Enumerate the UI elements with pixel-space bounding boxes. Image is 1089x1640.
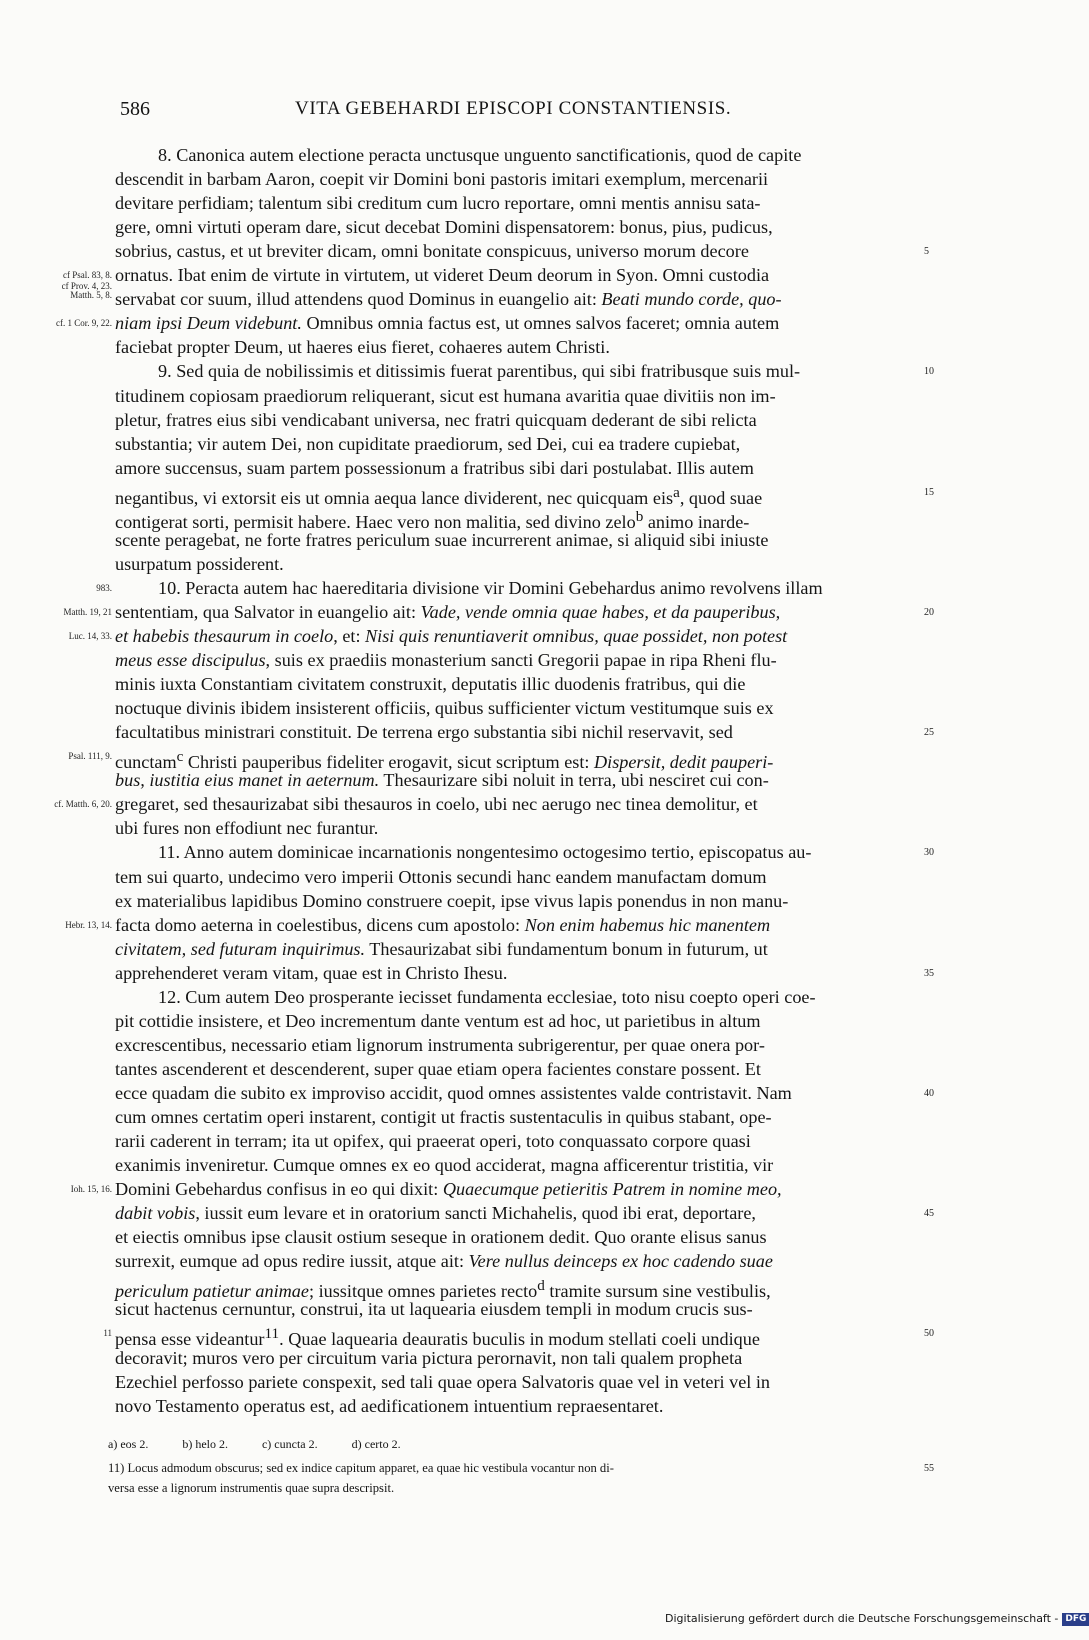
text-line: excrescentibus, necessario etiam lignorum instrumenta subrigerentur, per quae onera por- — [115, 1035, 765, 1055]
text-line: 8. Canonica autem electione peracta unctusque unguento sanctificationis, quod de capite — [158, 145, 802, 165]
page-number: 586 — [120, 98, 150, 120]
footnote-line: versa esse a lignorum instrumentis quae supra descripsit. — [108, 1481, 395, 1495]
footnote-line: 11) Locus admodum obscurus; sed ex indice capitum apparet, ea quae hic vestibula vocantur non di- — [108, 1461, 614, 1475]
line-number: 10 — [924, 366, 934, 377]
line-number: 30 — [924, 847, 934, 858]
digitization-credit — [665, 1611, 1089, 1627]
text-line: tem sui quarto, undecimo vero imperii Ottonis secundi hanc eandem manufactam domum — [115, 867, 767, 887]
line-number: 35 — [924, 968, 934, 979]
text-line: contigerat sorti, permisit habere. Haec vero non malitia, sed divino zelo$^b$ animo inarde- — [115, 508, 750, 533]
text-line: 9. Sed quia de nobilissimis et ditissimis fuerat parentibus, qui sibi fratribusque suis mul- — [158, 361, 801, 381]
text-line: ex materialibus lapidibus Domino construere coepit, ipse vivus lapis ponendus in non manu- — [115, 891, 789, 911]
text-line: periculum patietur animae; iussitque omnes parietes recto$^d$ tramite sursum sine vestibulis, — [115, 1277, 771, 1302]
line-number: 40 — [924, 1088, 934, 1099]
margin-reference: Matth. 19, 21 — [63, 607, 112, 617]
text-line: scente peragebat, ne forte fratres periculum suae incurrerent animae, si aliquid sibi iniuste — [115, 530, 769, 550]
text-line: dabit vobis, iussit eum levare et in oratorium sancti Michahelis, quod ibi erat, deportare, — [115, 1203, 756, 1223]
line-number: 15 — [924, 487, 934, 498]
margin-reference: 11 — [103, 1328, 112, 1338]
text-line: negantibus, vi extorsit eis ut omnia aequa lance dividerent, nec quicquam eis$^a$, quod suae — [115, 484, 763, 509]
text-line: ubi fures non effodiunt nec furantur. — [115, 818, 379, 838]
text-line: noctuque divinis ibidem insisterent officiis, quibus sufficienter victum vestitumque suis ex — [115, 698, 774, 718]
dfg-logo: DFG — [1062, 1613, 1089, 1626]
text-line: cum omnes certatim operi instarent, contigit ut fractis sustentaculis in quibus stabant, ope- — [115, 1107, 772, 1127]
line-number: 45 — [924, 1208, 934, 1219]
text-line: et eiectis omnibus ipse clausit ostium seseque in orationem dedit. Quo orante elisus sanus — [115, 1227, 767, 1247]
margin-reference: cf Psal. 83, 8. — [63, 270, 112, 280]
credit-text: Digitalisierung gefördert durch die Deutsche Forschungsgemeinschaft - — [665, 1612, 1059, 1625]
text-line: decoravit; muros vero per circuitum varia pictura perornavit, non tali qualem propheta — [115, 1348, 743, 1368]
line-number: 5 — [924, 246, 929, 257]
margin-reference: cf. Matth. 6, 20. — [54, 799, 112, 809]
text-line: facta domo aeterna in coelestibus, dicens cum apostolo: Non enim habemus hic manentem — [115, 915, 771, 935]
text-line: surrexit, eumque ad opus redire iussit, atque ait: Vere nullus deinceps ex hoc cadendo suae — [115, 1251, 773, 1271]
running-header — [120, 98, 910, 126]
text-line: descendit in barbam Aaron, coepit vir Domini boni pastoris imitari exemplum, mercenarii — [115, 169, 769, 189]
text-line: facultatibus ministrari constituit. De terrena ergo substantia sibi nichil reservavit, sed — [115, 722, 733, 742]
text-line: bus, iustitia eius manet in aeternum. Thesaurizare sibi noluit in terra, ubi nesciret cui con- — [115, 770, 769, 790]
variant-readings — [108, 1434, 435, 1454]
text-line: pletur, fratres eius sibi vendicabant universa, nec fratri quicquam dederant de sibi relicta — [115, 410, 757, 430]
text-line: exanimis inveniretur. Cumque omnes ex eo quod acciderat, magna afficerentur tristitia, vir — [115, 1155, 774, 1175]
text-line: tantes ascenderent et descenderent, super quae etiam opera facientes constare possent. Et — [115, 1059, 761, 1079]
text-line: substantia; vir autem Dei, non cupiditate praediorum, sed Dei, cui ea tradere cupiebat, — [115, 434, 741, 454]
text-line: sententiam, qua Salvator in euangelio ait: Vade, vende omnia quae habes, et da pauperibus, — [115, 602, 781, 622]
margin-reference: Psal. 111, 9. — [68, 751, 112, 761]
line-number: 50 — [924, 1328, 934, 1339]
text-line: Domini Gebehardus confisus in eo qui dixit: Quaecumque petieritis Patrem in nomine meo, — [115, 1179, 782, 1199]
line-number: 25 — [924, 727, 934, 738]
text-line: sobrius, castus, et ut breviter dicam, omni bonitate conspicuus, universo morum decore — [115, 241, 749, 261]
text-line: faciebat propter Deum, ut haeres eius fieret, cohaeres autem Christi. — [115, 337, 610, 357]
text-line: ornatus. Ibat enim de virtute in virtutem, ut videret Deum deorum in Syon. Omni custodia — [115, 265, 770, 285]
margin-reference: 983. — [96, 583, 112, 593]
line-number: 55 — [924, 1463, 934, 1474]
text-line: 10. Peracta autem hac haereditaria divisione vir Domini Gebehardus animo revolvens illam — [158, 578, 823, 598]
variant-reading: a) eos 2. — [108, 1437, 149, 1451]
margin-reference: Hebr. 13, 14. — [65, 920, 112, 930]
text-line: rarii caderent in terram; ita ut opifex, qui praeerat operi, toto conquassato corpore quasi — [115, 1131, 751, 1151]
text-line: meus esse discipulus, suis ex praediis monasterium sancti Gregorii papae in ripa Rheni flu- — [115, 650, 777, 670]
running-title: VITA GEBEHARDI EPISCOPI CONSTANTIENSIS. — [295, 98, 732, 119]
variant-reading: c) cuncta 2. — [261, 1437, 318, 1451]
text-line: et habebis thesaurum in coelo, et: Nisi quis renuntiaverit omnibus, quae possidet, non potest — [115, 626, 788, 646]
text-line: sicut hactenus cernuntur, construi, ita ut laquearia eiusdem templi in modum crucis sus- — [115, 1299, 753, 1319]
text-line: 11. Anno autem dominicae incarnationis nongentesimo octogesimo tertio, episcopatus au- — [158, 842, 812, 862]
text-line: titudinem copiosam praediorum reliquerant, sicut est humana avaritia quae divitiis non im- — [115, 386, 776, 406]
margin-reference: Luc. 14, 33. — [68, 631, 112, 641]
text-line: pensa esse videantur$^{11}$. Quae laquearia deauratis buculis in modum stellati coeli undique — [115, 1325, 760, 1350]
text-line: apprehenderet veram vitam, quae est in Christo Ihesu. — [115, 963, 508, 983]
text-line: pit cottidie insistere, et Deo incrementum dante ventum est ad hoc, ut parietibus in altum — [115, 1011, 761, 1031]
line-number: 20 — [924, 607, 934, 618]
text-line: niam ipsi Deum videbunt. Omnibus omnia factus est, ut omnes salvos faceret; omnia autem — [115, 313, 780, 333]
margin-reference: cf Prov. 4, 23. Matth. 5, 8. — [61, 281, 112, 300]
variant-reading: d) certo 2. — [351, 1437, 401, 1451]
text-line: civitatem, sed futuram inquirimus. Thesaurizabat sibi fundamentum bonum in futurum, ut — [115, 939, 768, 959]
text-line: cunctam$^c$ Christi pauperibus fideliter erogavit, sicut scriptum est: Dispersit, dedit pauperi- — [115, 748, 774, 773]
margin-reference: Ioh. 15, 16. — [70, 1184, 112, 1194]
margin-reference: cf. 1 Cor. 9, 22. — [56, 318, 112, 328]
text-line: Ezechiel perfosso pariete conspexit, sed tali quae opera Salvatoris quae vel in veteri vel in — [115, 1372, 771, 1392]
text-line: amore succensus, suam partem possessionum a fratribus sibi dari postulabat. Illis autem — [115, 458, 754, 478]
text-line: servabat cor suum, illud attendens quod Dominus in euangelio ait: Beati mundo corde, quo- — [115, 289, 782, 309]
text-line: devitare perfidiam; talentum sibi creditum cum lucro reportare, omni mentis annisu sata- — [115, 193, 761, 213]
text-line: minis iuxta Constantiam civitatem construxit, deputatis illic duodenis fratribus, qui die — [115, 674, 746, 694]
text-line: gere, omni virtuti operam dare, sicut decebat Domini dispensatorem: bonus, pius, pudicus, — [115, 217, 773, 237]
variant-reading: b) helo 2. — [182, 1437, 228, 1451]
text-line: gregaret, sed thesaurizabat sibi thesauros in coelo, ubi nec aerugo nec tinea demolitur, et — [115, 794, 758, 814]
text-line: ecce quadam die subito ex improviso accidit, quod omnes assistentes valde contristavit. Nam — [115, 1083, 792, 1103]
text-line: 12. Cum autem Deo prosperante iecisset fundamenta ecclesiae, toto nisu coepto operi coe- — [158, 987, 816, 1007]
text-line: novo Testamento operatus est, ad aedificationem intuentium repraesentaret. — [115, 1396, 664, 1416]
text-line: usurpatum possiderent. — [115, 554, 284, 574]
